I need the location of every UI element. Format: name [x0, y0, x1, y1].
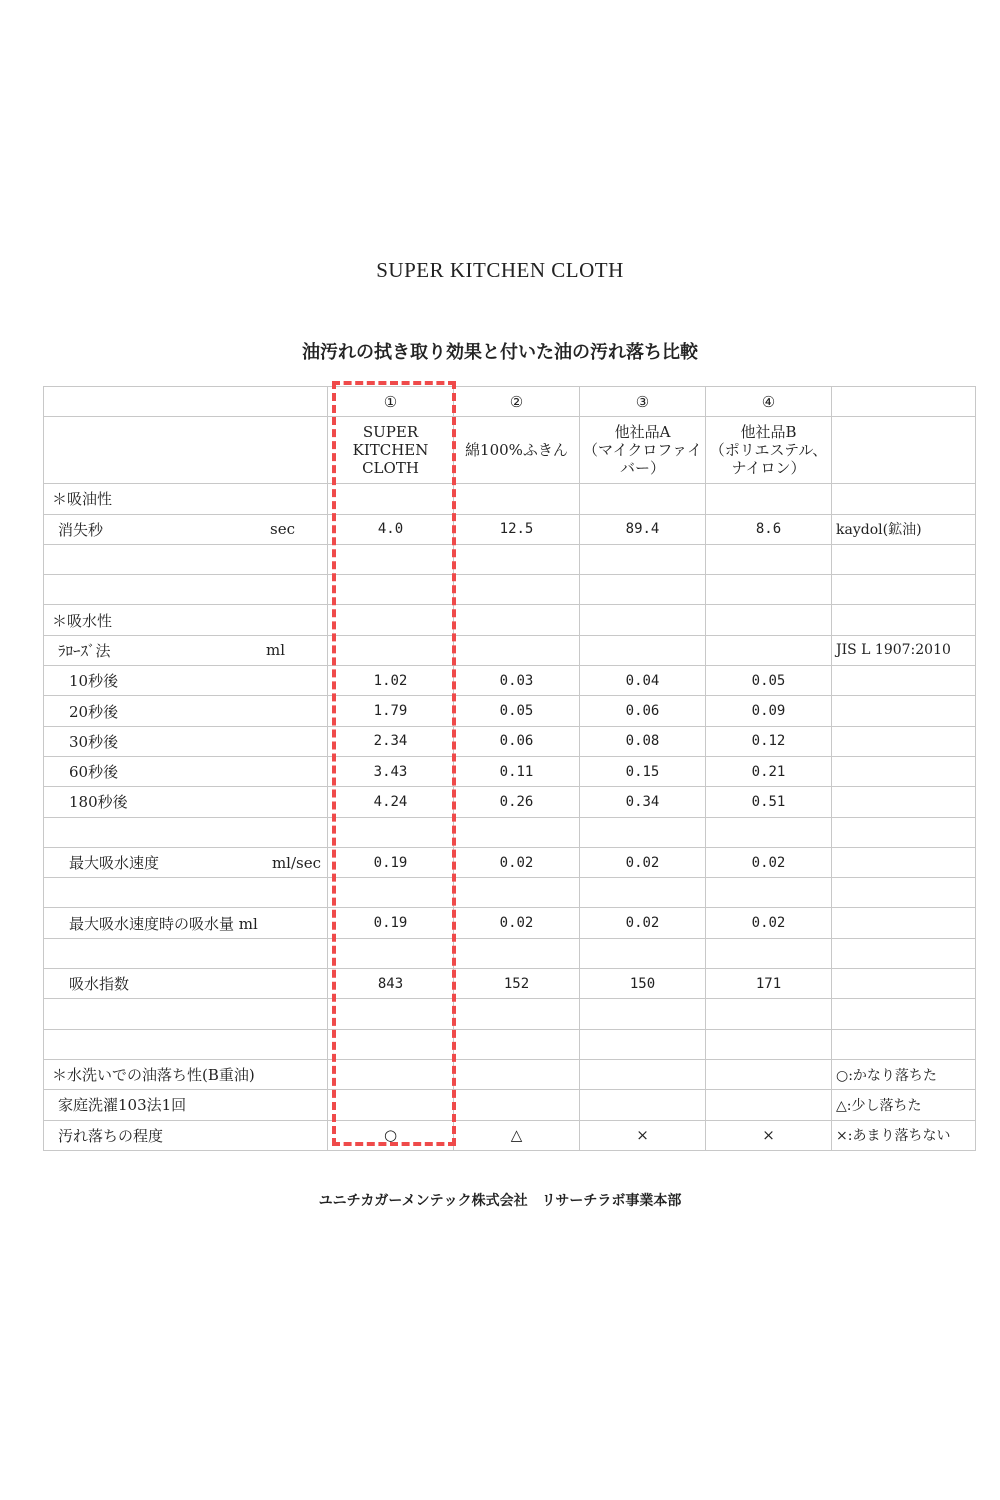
row-label: ﾗﾛｰｽﾞ法 — [58, 641, 111, 660]
value-cell: 0.05 — [706, 666, 832, 696]
value-cell: 0.04 — [580, 666, 706, 696]
value-cell: 0.08 — [580, 726, 706, 756]
table-row-wash-degree — [44, 1120, 976, 1150]
table-row — [44, 756, 976, 786]
col-name-product-a: 他社品A （マイクロファイ バー） — [580, 417, 706, 484]
legend-item: ×:あまり落ちない — [832, 1120, 976, 1150]
value-cell: 0.02 — [706, 908, 832, 938]
row-label: 30秒後 — [44, 726, 328, 756]
col-name-super-kitchen-cloth: SUPER KITCHEN CLOTH — [328, 417, 454, 484]
legend-item: △:少し落ちた — [832, 1090, 976, 1120]
value-cell: 0.03 — [454, 666, 580, 696]
row-unit: ml/sec — [271, 853, 321, 872]
header-name-row — [44, 417, 976, 484]
row-label: 汚れ落ちの程度 — [44, 1120, 328, 1150]
value-cell: 0.02 — [580, 908, 706, 938]
row-unit: ml — [265, 641, 285, 660]
col-name-cotton-cloth: 綿100%ふきん — [454, 417, 580, 484]
section-oil — [44, 484, 976, 514]
value-cell: 152 — [454, 969, 580, 999]
value-cell: 2.34 — [328, 726, 454, 756]
value-cell: 1.02 — [328, 666, 454, 696]
value-cell: 89.4 — [580, 514, 706, 544]
table-row-max-speed-amount — [44, 908, 976, 938]
value-cell: 0.02 — [454, 847, 580, 877]
value-cell: 0.34 — [580, 787, 706, 817]
row-label: 20秒後 — [44, 696, 328, 726]
table-row-oil-seconds — [44, 514, 976, 544]
rating-cell: △ — [454, 1120, 580, 1150]
value-cell: 0.21 — [706, 756, 832, 786]
section-wash — [44, 1059, 976, 1089]
col-number-2: ② — [454, 387, 580, 417]
value-cell: 0.05 — [454, 696, 580, 726]
value-cell: 0.02 — [706, 847, 832, 877]
col-name-product-b: 他社品B （ポリエステル、 ナイロン） — [706, 417, 832, 484]
value-cell: 150 — [580, 969, 706, 999]
section-label: ＊水洗いでの油落ち性(B重油) — [44, 1059, 328, 1089]
col-number-1: ① — [328, 387, 454, 417]
value-cell: 0.12 — [706, 726, 832, 756]
value-cell: 0.26 — [454, 787, 580, 817]
rating-cell: ○ — [328, 1120, 454, 1150]
section-label: ＊吸水性 — [44, 605, 328, 635]
rating-cell: × — [706, 1120, 832, 1150]
value-cell: 0.51 — [706, 787, 832, 817]
table-row — [44, 666, 976, 696]
value-cell: 171 — [706, 969, 832, 999]
header-number-row — [44, 387, 976, 417]
row-note: JIS L 1907:2010 — [832, 635, 976, 665]
page-title: SUPER KITCHEN CLOTH — [376, 258, 624, 282]
value-cell: 0.02 — [454, 908, 580, 938]
row-label: 60秒後 — [44, 756, 328, 786]
section-label: ＊吸油性 — [44, 484, 328, 514]
row-label: 180秒後 — [44, 787, 328, 817]
value-cell: 0.06 — [580, 696, 706, 726]
value-cell: 0.19 — [328, 908, 454, 938]
row-note: kaydol(鉱油) — [832, 514, 976, 544]
table-row — [44, 726, 976, 756]
value-cell: 0.19 — [328, 847, 454, 877]
row-label: 10秒後 — [44, 666, 328, 696]
section-water — [44, 605, 976, 635]
value-cell: 0.15 — [580, 756, 706, 786]
table-row-method — [44, 635, 976, 665]
value-cell: 0.11 — [454, 756, 580, 786]
value-cell: 843 — [328, 969, 454, 999]
footer-credit: ユニチカガーメンテック株式会社 リサーチラボ事業本部 — [318, 1193, 682, 1209]
table-subtitle: 油汚れの拭き取り効果と付いた油の汚れ落ち比較 — [302, 342, 698, 363]
value-cell: 8.6 — [706, 514, 832, 544]
value-cell: 4.24 — [328, 787, 454, 817]
value-cell: 0.06 — [454, 726, 580, 756]
value-cell: 4.0 — [328, 514, 454, 544]
row-label: 最大吸水速度時の吸水量 ml — [44, 908, 328, 938]
value-cell: 1.79 — [328, 696, 454, 726]
value-cell: 0.09 — [706, 696, 832, 726]
rating-cell: × — [580, 1120, 706, 1150]
row-label: 最大吸水速度 — [69, 854, 160, 872]
row-unit: sec — [270, 520, 295, 539]
row-label: 家庭洗濯103法1回 — [44, 1090, 328, 1120]
value-cell: 3.43 — [328, 756, 454, 786]
value-cell: 12.5 — [454, 514, 580, 544]
row-label: 吸水指数 — [44, 969, 328, 999]
col-number-3: ③ — [580, 387, 706, 417]
table-row-index — [44, 969, 976, 999]
row-label: 消失秒 — [58, 520, 104, 539]
table-row-max-speed — [44, 847, 976, 877]
comparison-table — [43, 386, 976, 1151]
legend-item: ○:かなり落ちた — [832, 1059, 976, 1089]
value-cell: 0.02 — [580, 847, 706, 877]
table-row-wash-method — [44, 1090, 976, 1120]
col-number-4: ④ — [706, 387, 832, 417]
table-row — [44, 696, 976, 726]
table-row — [44, 787, 976, 817]
